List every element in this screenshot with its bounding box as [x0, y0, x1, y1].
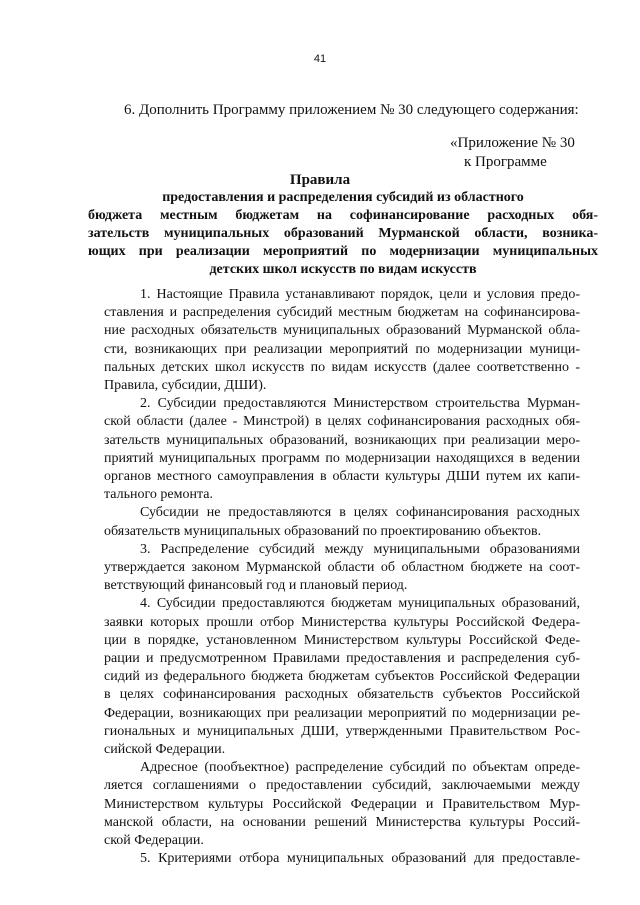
- appendix-reference: [450, 134, 575, 172]
- body-line: утверждается законом Мурманской области об областном бюджете на соот-: [104, 560, 580, 576]
- body-line: ции в порядке, установленном Министерством культуры Российской Феде-: [104, 632, 580, 648]
- body-line: ляется соглашениями о предоставлении субсидий, заключаемыми между: [104, 778, 580, 794]
- body-line: Правила, субсидии, ДШИ).: [104, 378, 267, 394]
- rules-subtitle-line: зательств муниципальных образований Мурманской области, возника-: [88, 226, 598, 241]
- appendix-reference-line: к Программе: [464, 154, 547, 170]
- rules-subtitle: [88, 189, 598, 279]
- body-line: рации и предусмотренном Правилами предоставления и распределения суб-: [104, 651, 580, 667]
- intro-paragraph: 6. Дополнить Программу приложением № 30 следующего содержания:: [124, 102, 579, 118]
- rules-subtitle-line: предоставления и распределения субсидий из областного: [162, 190, 524, 205]
- body-line: пальных детских школ искусств по видам искусств (далее соответственно -: [104, 359, 580, 375]
- rules-title: Правила: [289, 172, 351, 188]
- body-line: Федерации, возникающих при реализации мероприятий по модернизации ре-: [104, 705, 580, 721]
- body-line: зательств муниципальных образований, возникающих при реализации меро-: [104, 432, 580, 448]
- body-line: в целях софинансирования расходных обязательств субъектов Российской: [104, 687, 580, 703]
- body-line: обязательств муниципальных образований по проектированию объектов.: [104, 523, 542, 539]
- body-line: сийской Федерации.: [104, 742, 226, 758]
- body-line: ставления и распределения субсидий местным бюджетам на софинансирова-: [104, 305, 580, 321]
- body-line: 4. Субсидии предоставляются бюджетам муниципальных образований,: [140, 596, 580, 612]
- body-line: ние расходных обязательств муниципальных образований Мурманской обла-: [104, 323, 580, 339]
- appendix-reference-line: «Приложение № 30: [450, 135, 575, 151]
- body-line: 2. Субсидии предоставляются Министерством строительства Мурман-: [140, 396, 580, 412]
- rules-subtitle-line: бюджета местным бюджетам на софинансирование расходных обя-: [88, 208, 598, 223]
- body-line: заявки которых прошли отбор Министерства культуры Российской Федера-: [104, 614, 580, 630]
- body-line: гиональных и муниципальных ДШИ, утвержденными Правительством Рос-: [104, 723, 580, 739]
- body-line: 3. Распределение субсидий между муниципальными образованиями: [140, 541, 580, 557]
- body-line: 5. Критериями отбора муниципальных образований для предоставле-: [140, 851, 580, 867]
- rules-subtitle-line: детских школ искусств по видам искусств: [209, 262, 477, 277]
- body-line: органов местного самоуправления в области культуры ДШИ путем их капи-: [104, 469, 580, 485]
- body-line: ветствующий финансовый год и плановый период.: [104, 578, 408, 594]
- body-line: тального ремонта.: [104, 487, 213, 503]
- body-line: Министерством культуры Российской Федерации и Правительством Мур-: [104, 796, 580, 812]
- body-line: Адресное (пообъектное) распределение субсидий по объектам опреде-: [140, 760, 580, 776]
- body-text: [104, 286, 580, 869]
- body-line: манской области, на основании решений Министерства культуры Россий-: [104, 814, 580, 830]
- body-line: 1. Настоящие Правила устанавливают порядок, цели и условия предо-: [140, 287, 580, 302]
- body-line: сидий из федерального бюджета бюджетам субъектов Российской Федерации: [104, 669, 580, 685]
- body-line: сти, возникающих при реализации мероприятий по модернизации муници-: [104, 341, 580, 357]
- body-line: ской Федерации.: [104, 833, 204, 849]
- body-line: Субсидии не предоставляются в целях софинансирования расходных: [140, 505, 580, 521]
- body-line: ской области (далее - Минстрой) в целях софинансирования расходных обя-: [104, 414, 580, 430]
- page-number: 41: [313, 53, 327, 65]
- body-line: приятий муниципальных программ по модернизации находящихся в ведении: [104, 450, 580, 466]
- rules-subtitle-line: ющих при реализации мероприятий по модернизации муниципальных: [88, 244, 598, 259]
